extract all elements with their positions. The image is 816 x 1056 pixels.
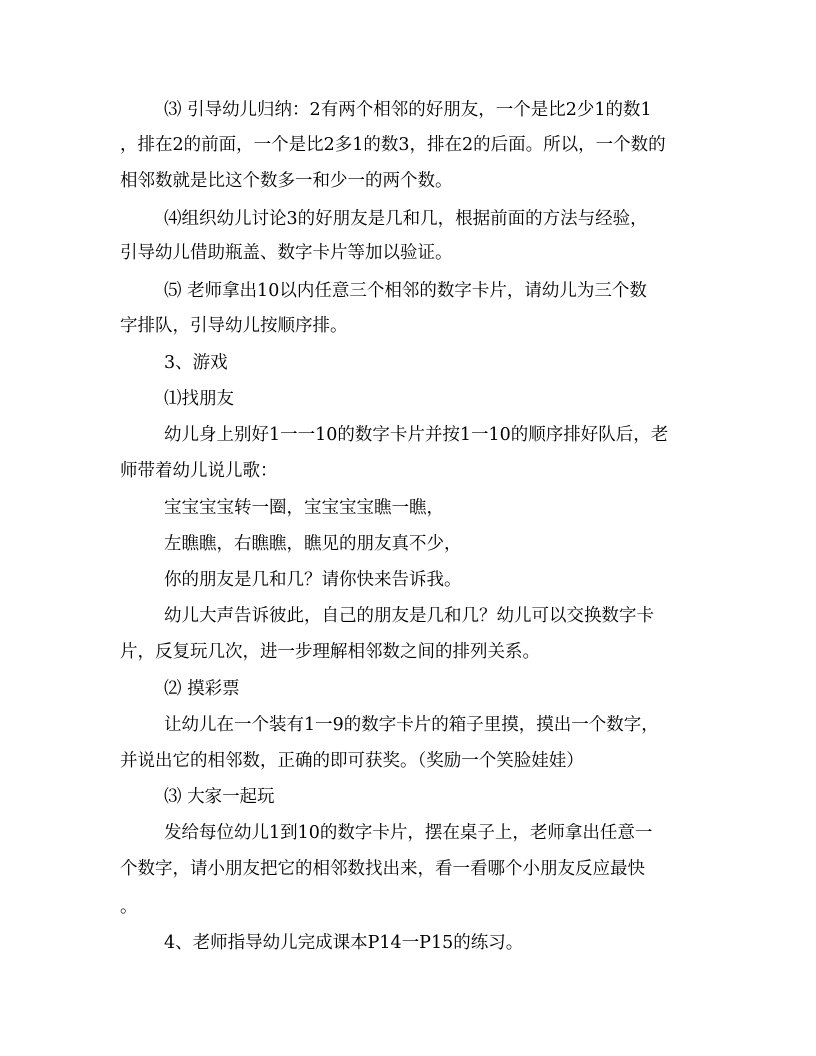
paragraph-line: 个数字，请小朋友把它的相邻数找出来，看一看哪个小朋友反应最快: [120, 859, 645, 879]
paragraph-line: 师带着幼儿说儿歌：: [120, 461, 278, 481]
paragraph-line: ，排在2的前面，一个是比2多1的数3，排在2的后面。所以，一个数的: [120, 135, 666, 155]
section-heading: 4、老师指导幼儿完成课本P14一P15的练习。: [164, 933, 524, 953]
rhyme-line: 宝宝宝宝转一圈，宝宝宝宝瞧一瞧，: [164, 498, 444, 518]
paragraph-line: 发给每位幼儿1到10的数字卡片，摆在桌子上，老师拿出任意一: [164, 823, 653, 843]
paragraph-line: 片，反复玩几次，进一步理解相邻数之间的排列关系。: [120, 642, 540, 662]
paragraph-line: 引导幼儿借助瓶盖、数字卡片等加以验证。: [120, 243, 453, 263]
subsection-heading: ⑴找朋友: [164, 389, 234, 409]
paragraph-line: 并说出它的相邻数，正确的即可获奖。（奖励一个笑脸娃娃）: [120, 751, 584, 771]
paragraph-line: ⑷组织幼儿讨论3的好朋友是几和几，根据前面的方法与经验，: [164, 209, 648, 229]
paragraph-line: 幼儿大声告诉彼此，自己的朋友是几和几？幼儿可以交换数字卡: [164, 606, 654, 626]
paragraph-line: 相邻数就是比这个数多一和少一的两个数。: [120, 171, 453, 191]
section-heading: 3、游戏: [164, 353, 228, 373]
subsection-heading: ⑵ 摸彩票: [164, 679, 240, 699]
subsection-heading: ⑶ 大家一起玩: [164, 787, 275, 807]
paragraph-line: ⑸ 老师拿出10以内任意三个相邻的数字卡片，请幼儿为三个数: [164, 281, 647, 301]
paragraph-line: 。: [120, 897, 138, 917]
paragraph-line: 让幼儿在一个装有1一9的数字卡片的箱子里摸，摸出一个数字，: [164, 715, 659, 735]
rhyme-line: 左瞧瞧，右瞧瞧，瞧见的朋友真不少，: [164, 534, 462, 554]
rhyme-line: 你的朋友是几和几？请你快来告诉我。: [164, 570, 462, 590]
paragraph-line: ⑶ 引导幼儿归纳：2有两个相邻的好朋友，一个是比2少1的数1: [164, 100, 652, 120]
paragraph-line: 字排队，引导幼儿按顺序排。: [120, 316, 348, 336]
paragraph-line: 幼儿身上别好1一一10的数字卡片并按1一10的顺序排好队后，老: [164, 425, 669, 445]
